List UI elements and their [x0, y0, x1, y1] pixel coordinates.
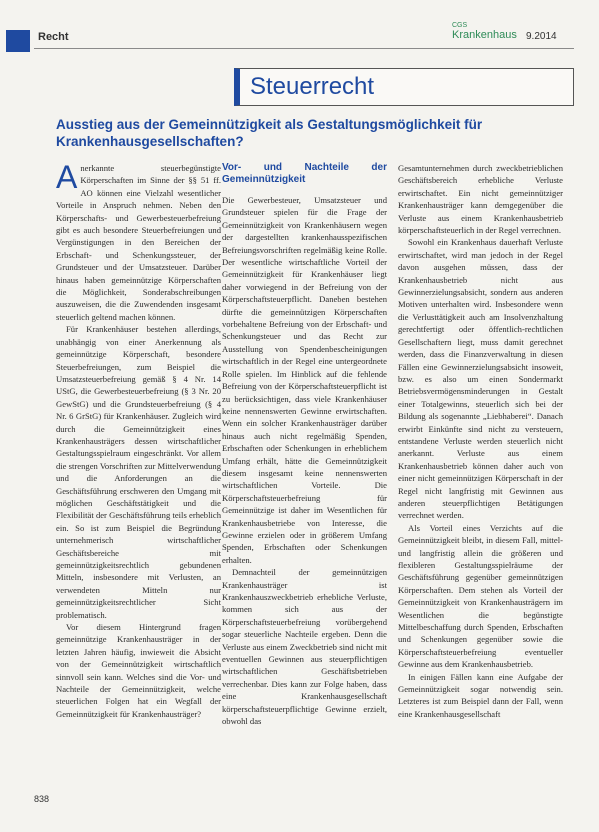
paragraph: Die Gewerbesteuer, Umsatzsteuer und Grundsteuer spielen für die Frage der Gemeinnützigkeit von Krankenhäusern wegen der dargestellten krankenhausspezifischen Befreiungsvorschriften regelmäßig keine Rolle. Der wesentliche wirtschaftliche Vorteil der Gemeinnützigkeit für Krankenhäuser liegt daher vorwiegend in der Befreiung von der Körperschaftsteuerpflicht. Daneben bestehen dürfte die gemeinnützigen Körperschaften vorbehaltene Befreiung von der Erbschaft- und Schenkungsteuer und das Recht zur Ausstellung von Spendenbescheinigungen wirtschaftlich in der Regel eine untergeordnete Rolle spielen. Im Hinblick auf die fehlende Befreiung von der Körperschaftsteuerpflicht ist zu berücksichtigen, dass viele Krankenhäuser keine nennenswerten Gewinne erwirtschaften. Wenn ein solcher Krankenhausträger darüber hinaus auch nicht regelmäßig Spenden, Erbschaften oder Schenkungen in erheblichem Umfang erhält, hätte die Gemeinnützigkeit diesem insgesamt keine nennenswerten wirtschaftlichen Vorteile. Die Körperschaftsteuerbefreiung für Gemeinnützige ist daher im Wesentlichen für Krankenhausbetriebe von Interesse, die Gewinne erzielen oder in größerem Umfang Spenden, Erbschaften oder Schenkungen erhalten. [222, 195, 387, 565]
section-subhead: Vor- und Nachteile der Gemeinnützigkeit [222, 162, 387, 185]
column-2 [222, 162, 387, 727]
paragraph: Für Krankenhäuser bestehen allerdings, unabhängig von einer Anerkennung als gemeinnützige Körperschaft, besondere Steuerbefreiungen, zum Beispiel die Umsatzsteuerbefreiung gemäß § 4 Nr. 14 UStG, die Gewerbesteuerbefreiung (§ 3 Nr. 20 GewStG) und die Grundsteuerbefreiung (§ 4 Nr. 6 GrStG) für Krankenhäuser. Zugleich wird durch die Gemeinnützigkeit eines Krankenhausträgers dessen wirtschaftlicher Gestaltungsspielraum eingeschränkt. Vor allem die strengen Vorschriften zur Mittelverwendung und die Anforderungen an die Geschäftsführung erschweren den Umgang mit möglichen Geschäftstätigkeit und die Flexibilität der Geschäftsführung teils erheblich ein. So ist zum Beispiel die Begründung unternehmerisch wirtschaftlicher Geschäftsbereiche mit gemeinnützigkeitsrechtlich gebundenen Mitteln, insbesondere mit Verlusten, an verwendeten Mitteln nur gemeinnützigkeitsrechtlicher Sicht problematisch. [56, 324, 221, 620]
dropcap: A [56, 159, 78, 195]
journal-logo: Krankenhaus [452, 29, 517, 41]
journal-logo-small: CGS [452, 22, 468, 29]
article-headline: Ausstieg aus der Gemeinnützigkeit als Gestaltungsmöglichkeit für Krankenhausgesellschaften? [56, 117, 483, 149]
paragraph-text: nerkannte steuerbegünstigte Körperschaften im Sinne der §§ 51 ff. AO können eine Vielzahl wesentlicher Vorteile in Anspruch nehmen. Neben den Körperschafts- und Gewerbesteuerbefreiung gibt es auch besondere Steuerbefreiungen und Vergünstigungen in den Bereichen der Erbschaft- und Schenkungssteuer, der Grundsteuer und der Umsatzsteuer. Darüber hinaus haben gemeinnützige Körperschaften die Möglichkeit, Sonderabschreibungen auszuweisen, die die Zuwendenden insgesamt steuerlich geltend machen können. [56, 163, 221, 322]
paragraph: Vor diesem Hintergrund fragen gemeinnützige Krankenhausträger in der letzten Jahren häufig, inwieweit die Absicht von der Gemeinnützigkeit wirtschaftlich sinnvoll sein kann. Welches sind die Vor- und Nachteile der Gemeinnützigkeit, welche steuerlichen Folgen hat ein Wegfall der Gemeinnützigkeit für Krankenhausträger? [56, 622, 221, 719]
paragraph: Gesamtunternehmen durch zweckbetrieblichen Geschäftsbereich erhebliche Verluste erwirtschaftet. Ein nicht gemeinnütziger Krankenhausträger kann demgegenüber die Verluste aus einem Krankenhausbetrieb körperschaftsteuerlich in der Regel verrechnen. [398, 163, 563, 236]
column-3 [398, 162, 563, 720]
page-header [0, 0, 599, 56]
header-rule [34, 48, 574, 49]
paragraph: Als Vorteil eines Verzichts auf die Gemeinnützigkeit bleibt, in diesem Fall, mittel- und langfristig allein die größeren und flexibleren Gestaltungsspielräume der Geschäftsführung gegenüber gemeinnützigen Körperschaften. Dem stehen als Vorteil der Gemeinnützigkeit von Krankenhausträgern im Wesentlichen die begünstigte Mittelbeschaffung durch Spenden, Erbschaften und Schenkungen gegenüber sowie die Körperschaftsteuerbefreiung eventueller Gewinne aus dem Krankenhausbetrieb. [398, 522, 563, 670]
issue-number: 9.2014 [526, 31, 557, 42]
section-label: Recht [38, 31, 69, 43]
topic-title: Steuerrecht [250, 73, 375, 100]
paragraph [56, 159, 221, 323]
paragraph: In einigen Fällen kann eine Aufgabe der Gemeinnützigkeit sogar notwendig sein. Letzteres ist zum Beispiel dann der Fall, wenn eine Krankenhausgesellschaft [398, 671, 563, 719]
paragraph: Sowohl ein Krankenhaus dauerhaft Verluste erwirtschaftet, wird man jedoch in der Regel davon ausgehen müssen, dass der Krankenhausbetrieb nicht aus Gewinnerzielungsabsicht, sondern aus anderen Motiven unterhalten wird. Insbesondere wenn die Verlusttätigkeit auch am Insolvenzhaltung gerechtfertigt oder öffentlich-rechtlichen Gesellschaftern liegt, muss damit gerechnet werden, dass die Finanzverwaltung in diesen Fällen eine Gewinnerzielungsabsicht insoweit, bzw. es also um einen Sondermarkt Betriebsvermögensminderungen in Gestalt einer Totalgewinns, steuerlich sich bei der Bildung als sogenannte „Liebhaberei“. Danach erwirbt Einkünfte sind nicht zu versteuern, entstandene Verluste werden steuerlich nicht anerkannt. Verluste aus einem Krankenhausbetrieb können daher auch von einer nicht gemeinnützigen Körperschaft in der Regel nicht langfristig mit Gewinnen aus anderen steuerpflichtigen Betätigungen verrechnet werden. [398, 237, 563, 521]
column-1 [56, 159, 221, 720]
section-marker [6, 30, 30, 52]
topic-banner [234, 68, 574, 106]
paragraph: Demnachteil der gemeinnützigen Krankenhausträger ist Krankenhauszweckbetrieb erhebliche Verluste, kommen sich aus der Körperschaftsteuerbefreiung vorübergehend sogar steuerliche Nachteile ergeben. Denn die Verluste aus einem Zweckbetrieb sind nicht mit eventuellen Gewinnen aus steuerpflichtigen wirtschaftlichen Geschäftsbetrieben verrechenbar. Dies kann zur Folge haben, dass eine Krankenhausgesellschaft körperschaftsteuerpflichtige Gewinne erzielt, obwohl das [222, 567, 387, 727]
page-number: 838 [34, 794, 50, 804]
